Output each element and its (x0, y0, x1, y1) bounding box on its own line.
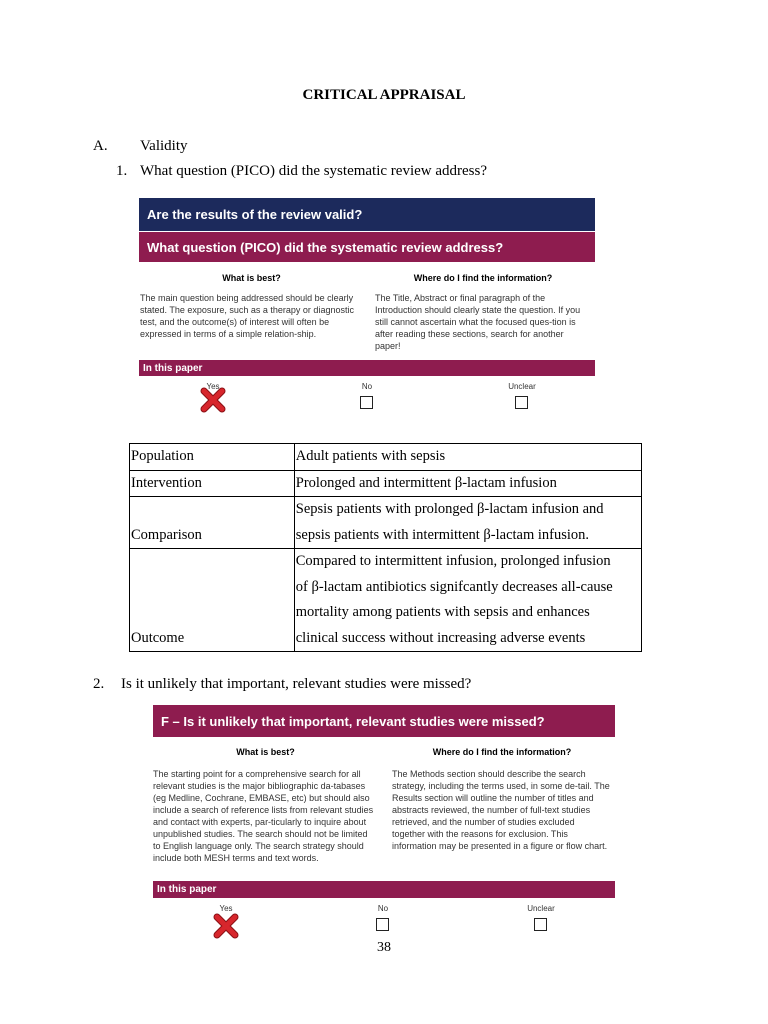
card1-best-heading: What is best? (222, 273, 281, 283)
pico-row-population (130, 444, 642, 471)
card1-in-this-paper: In this paper (139, 360, 595, 376)
card2-in-this-paper: In this paper (153, 881, 615, 898)
pico-label: Intervention (130, 470, 295, 497)
card1-no-checkbox[interactable] (360, 396, 373, 409)
question-2-text: Is it unlikely that important, relevant studies were missed? (121, 676, 472, 692)
card1-best-text: The main question being addressed should be clearly stated. The exposure, such as a therapy or diagnostic test, and the outcome(s) of interest will often be expressed in terms of a simple relation-ship. (140, 293, 354, 339)
pico-label: Comparison (130, 497, 295, 549)
page-number: 38 (377, 940, 391, 955)
card1-no-label: No (361, 382, 373, 391)
card2-best-text: The starting point for a comprehensive search for all relevant studies is the major bibliographic da-tabases (eg Medline, Cochrane, EMBASE, etc) but should also include a search of reference lists from relevant studies and contact with experts, par-ticularly to inquire about unpublished studies. The search should not be limited to English language only. The search strategy should include both MESH terms and text words. (153, 769, 374, 863)
question-2-number: 2. (93, 676, 105, 692)
card1-unclear-label: Unclear (508, 382, 536, 391)
pico-row-intervention (130, 470, 642, 497)
card2-unclear-label: Unclear (527, 904, 555, 913)
card2-no-label: No (377, 904, 389, 913)
card1-where-text: The Title, Abstract or final paragraph of the Introduction should clearly state the question. If you still cannot ascertain what the focused ques-tion is after reading these sections, search for another paper! (375, 293, 581, 351)
card1-header: Are the results of the review valid? (139, 198, 595, 231)
pico-value: Sepsis patients with prolonged β-lactam infusion and sepsis patients with intermittent β-lactam infusion. (294, 497, 641, 549)
card2-yes-label: Yes (219, 904, 233, 913)
page-title: CRITICAL APPRAISAL (302, 87, 466, 103)
card1-subheader: What question (PICO) did the systematic review address? (139, 232, 595, 262)
card2-where-heading: Where do I find the information? (432, 747, 572, 757)
appraisal-card-1 (139, 198, 595, 418)
card2-yes-checked-cross-icon[interactable] (213, 913, 239, 939)
appraisal-card-2 (153, 705, 615, 939)
card2-header: F – Is it unlikely that important, relevant studies were missed? (153, 705, 615, 737)
pico-value: Compared to intermittent infusion, prolonged infusion of β-lactam antibiotics signifcantly decreases all-cause mortality among patients with sepsis and enhances clinical success without increasing adverse events (294, 549, 641, 652)
card2-best-heading: What is best? (236, 747, 295, 757)
card1-yes-checked-cross-icon[interactable] (200, 387, 226, 413)
section-name: Validity (140, 138, 188, 154)
pico-label: Outcome (130, 549, 295, 652)
card1-where-heading: Where do I find the information? (413, 273, 553, 283)
card2-where-text: The Methods section should describe the search strategy, including the terms used, in some de-tail. The Results section will outline the number of titles and abstracts reviewed, the number of full-text studies retrieved, and the number of studies excluded together with the reasons for exclusion. This information may be presented in a figure or flow chart. (392, 769, 610, 851)
pico-row-outcome (130, 549, 642, 652)
question-1-text: What question (PICO) did the systematic review address? (140, 163, 487, 179)
card2-unclear-checkbox[interactable] (534, 918, 547, 931)
pico-table (129, 443, 642, 652)
pico-value: Adult patients with sepsis (294, 444, 641, 471)
pico-row-comparison (130, 497, 642, 549)
pico-value: Prolonged and intermittent β-lactam infusion (294, 470, 641, 497)
question-1-number: 1. (116, 163, 128, 179)
section-letter: A. (93, 138, 108, 154)
card1-unclear-checkbox[interactable] (515, 396, 528, 409)
pico-label: Population (130, 444, 295, 471)
card1-yes-label: Yes (206, 382, 220, 391)
card2-no-checkbox[interactable] (376, 918, 389, 931)
